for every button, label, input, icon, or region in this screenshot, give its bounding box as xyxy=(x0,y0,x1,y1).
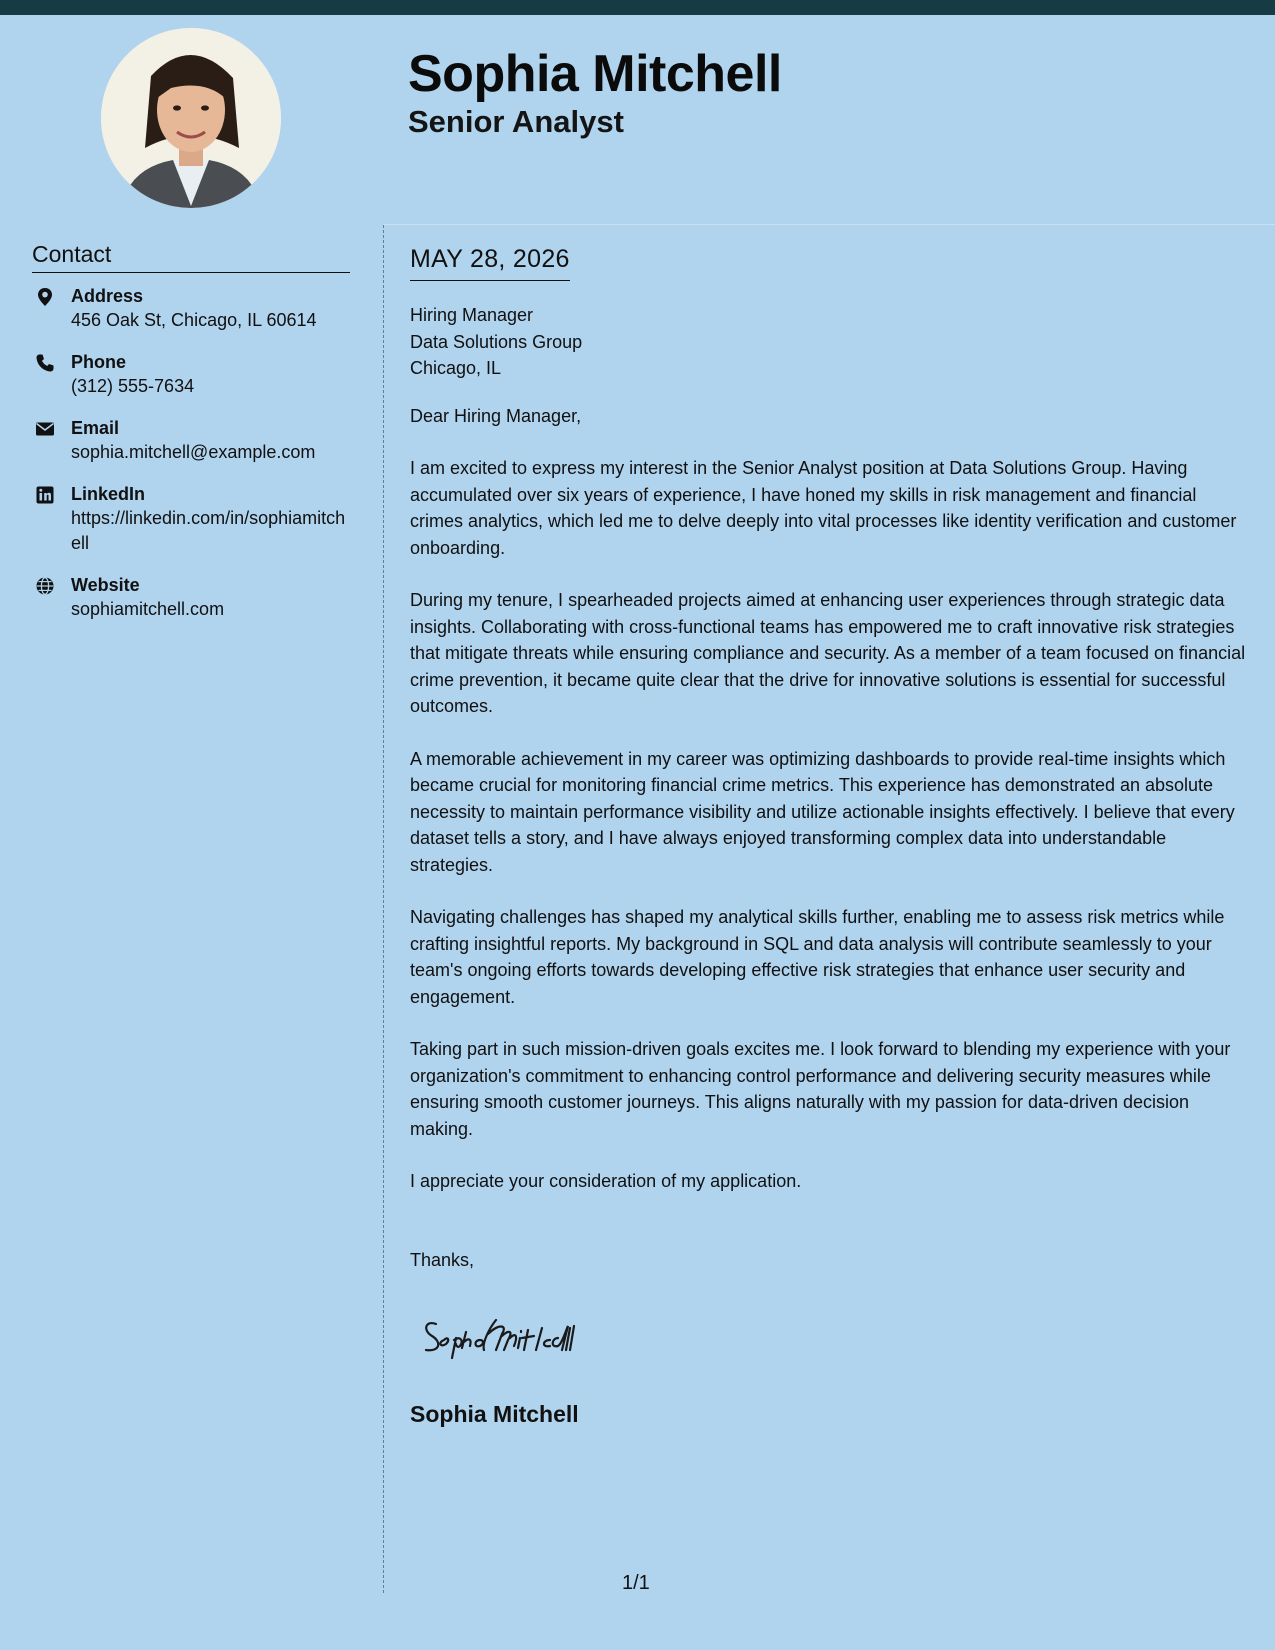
top-accent-bar xyxy=(0,0,1275,15)
letter-paragraph: A memorable achievement in my career was optimizing dashboards to provide real-time insights which became crucial for monitoring financial crime metrics. This experience has demonstrated an absolute necessity to maintain performance visibility and utilize actionable insights effectively. I believe that every dataset tells a story, and I have always enjoyed transforming complex data into understandable strategies. xyxy=(410,748,1235,875)
contact-email xyxy=(32,416,352,465)
recipient-line: Hiring Manager xyxy=(410,305,534,325)
contact-list xyxy=(32,284,352,639)
globe-icon xyxy=(35,576,55,596)
signer-name: Sophia Mitchell xyxy=(410,1401,579,1427)
contact-label: Phone xyxy=(71,352,127,372)
page-number: 1/1 xyxy=(622,1572,650,1594)
linkedin-icon xyxy=(35,485,55,505)
contact-linkedin xyxy=(32,482,352,556)
contact-value: sophia.mitchell@example.com xyxy=(71,442,316,462)
contact-phone xyxy=(32,350,352,399)
letter-paragraph: During my tenure, I spearheaded projects aimed at enhancing user experiences through strategic data insights. Collaborating with cross-functional teams has empowered me to craft innovative risk strategies that mitigate threats while ensuring compliance and security. As a member of a team focused on financial crime prevention, it became quite clear that the drive for innovative solutions is essential for successful outcomes. xyxy=(410,590,1246,716)
handwritten-signature xyxy=(418,1310,668,1367)
contact-label: LinkedIn xyxy=(71,484,146,504)
contact-value: 456 Oak St, Chicago, IL 60614 xyxy=(71,310,317,330)
letter-paragraph: I am excited to express my interest in the Senior Analyst position at Data Solutions Group. Having accumulated over six years of experience, I have honed my skills in risk management and financial crimes analytics, which led me to delve deeply into vital processes like identity verification and customer onboarding. xyxy=(410,458,1237,558)
salutation: Dear Hiring Manager, xyxy=(410,405,582,426)
contact-label: Address xyxy=(71,286,144,306)
recipient-block xyxy=(410,302,1250,382)
contact-website xyxy=(32,573,352,622)
profile-photo xyxy=(101,28,281,208)
recipient-line: Data Solutions Group xyxy=(410,331,583,352)
contact-heading: Contact xyxy=(32,240,350,273)
closing: Thanks, xyxy=(410,1249,475,1270)
contact-label: Email xyxy=(71,418,120,438)
map-pin-icon xyxy=(35,287,55,307)
letter-paragraph: Taking part in such mission-driven goals excites me. I look forward to blending my experience with your organization's commitment to enhancing control performance and delivering security measures while ensuring smooth customer journeys. This aligns naturally with my passion for data-driven decision making. xyxy=(410,1039,1231,1139)
contact-value: (312) 555-7634 xyxy=(71,376,195,396)
header-divider xyxy=(383,224,1275,225)
phone-icon xyxy=(35,353,55,373)
applicant-role: Senior Analyst xyxy=(408,104,624,139)
contact-value: https://linkedin.com/in/sophiamitchell xyxy=(71,508,346,553)
envelope-icon xyxy=(35,419,55,439)
contact-address xyxy=(32,284,352,333)
letter-date: MAY 28, 2026 xyxy=(410,244,570,281)
applicant-name: Sophia Mitchell xyxy=(408,45,782,103)
recipient-line: Chicago, IL xyxy=(410,358,502,378)
contact-label: Website xyxy=(71,575,140,595)
letter-paragraph: I appreciate your consideration of my application. xyxy=(410,1171,802,1191)
column-divider xyxy=(383,225,384,1593)
contact-value: sophiamitchell.com xyxy=(71,599,225,619)
letter-body xyxy=(410,302,1250,1273)
letter-paragraph: Navigating challenges has shaped my analytical skills further, enabling me to assess risk metrics while crafting insightful reports. My background in SQL and data analysis will contribute seamlessly to your team's ongoing efforts towards developing effective risk strategies that enhance user security and engagement. xyxy=(410,907,1225,1007)
